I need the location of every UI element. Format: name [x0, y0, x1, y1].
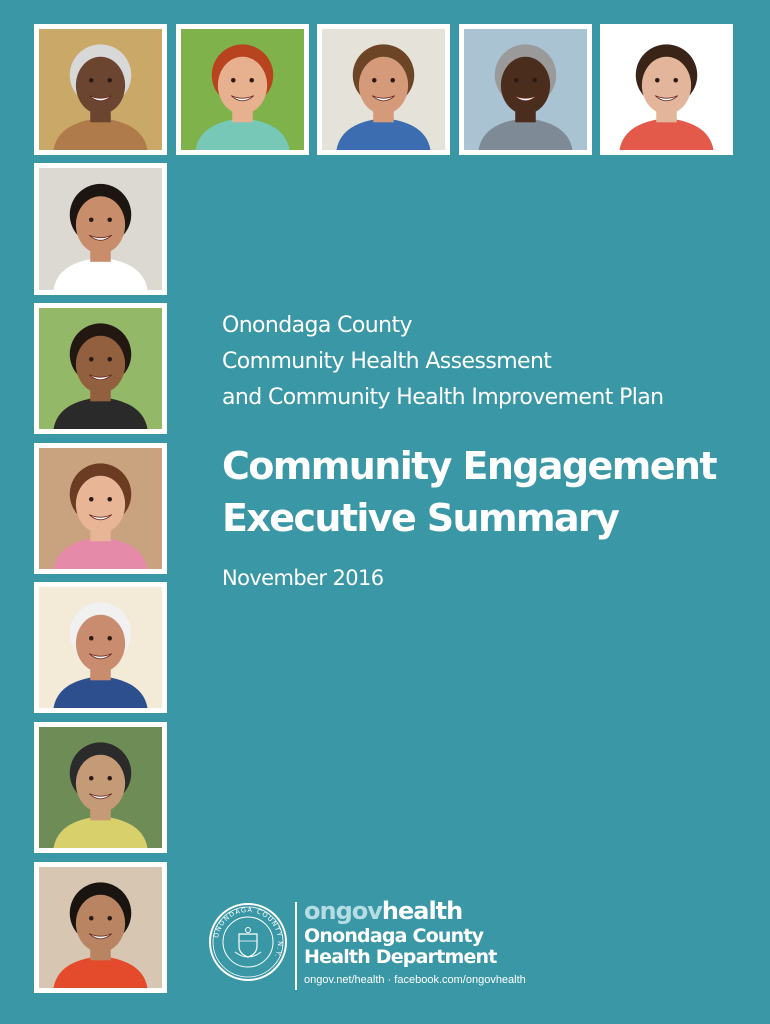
photo-bald-older-man [34, 582, 167, 713]
brand-light: ongov [304, 897, 382, 925]
portrait-drawing [39, 308, 162, 429]
portrait-drawing [39, 587, 162, 708]
portrait-image [39, 29, 162, 150]
report-date: November 2016 [222, 566, 384, 590]
portrait-drawing [322, 29, 445, 150]
photo-young-woman [600, 24, 733, 155]
portrait-drawing [39, 29, 162, 150]
portrait-drawing [181, 29, 304, 150]
county-seal-icon [208, 902, 288, 982]
portrait-image [605, 29, 728, 150]
title-line-1: Community Engagement [222, 444, 716, 488]
brand-divider [295, 902, 297, 990]
portrait-image [464, 29, 587, 150]
portrait-image [39, 587, 162, 708]
portrait-image [39, 727, 162, 848]
photo-woman-with-basket [317, 24, 450, 155]
photo-older-man-smiling [459, 24, 592, 155]
title-line-2: Executive Summary [222, 496, 619, 540]
portrait-image [39, 448, 162, 569]
portrait-image [322, 29, 445, 150]
photo-older-asian-man [34, 722, 167, 853]
svg-text:ONONDAGA COUNTY N.Y.: ONONDAGA COUNTY N.Y. [212, 905, 285, 960]
portrait-image [39, 308, 162, 429]
portrait-drawing [605, 29, 728, 150]
portrait-drawing [39, 448, 162, 569]
portrait-image [39, 867, 162, 988]
portrait-image [181, 29, 304, 150]
department-line-1: Onondaga County [304, 925, 484, 947]
photo-woman-dark-hair [34, 163, 167, 295]
brand-block [304, 896, 526, 986]
portrait-drawing [39, 168, 162, 290]
brand-bold: health [381, 897, 463, 925]
brand-wordmark [304, 896, 526, 926]
portrait-drawing [464, 29, 587, 150]
subtitle-line-plan: and Community Health Improvement Plan [222, 385, 664, 410]
photo-parent-and-baby [34, 443, 167, 574]
subtitle-line-assessment: Community Health Assessment [222, 349, 552, 374]
photo-smiling-woman-outdoors [34, 303, 167, 434]
subtitle-line-county: Onondaga County [222, 313, 412, 338]
department-line-2: Health Department [304, 946, 497, 968]
photo-smiling-boy [34, 862, 167, 993]
photo-woman-red-hair [176, 24, 309, 155]
photo-smiling-older-woman [34, 24, 167, 155]
portrait-drawing [39, 727, 162, 848]
portrait-drawing [39, 867, 162, 988]
brand-links: ongov.net/health · facebook.com/ongovhealth [304, 974, 526, 986]
report-title [222, 440, 716, 544]
report-subtitle [222, 308, 664, 416]
portrait-image [39, 168, 162, 290]
